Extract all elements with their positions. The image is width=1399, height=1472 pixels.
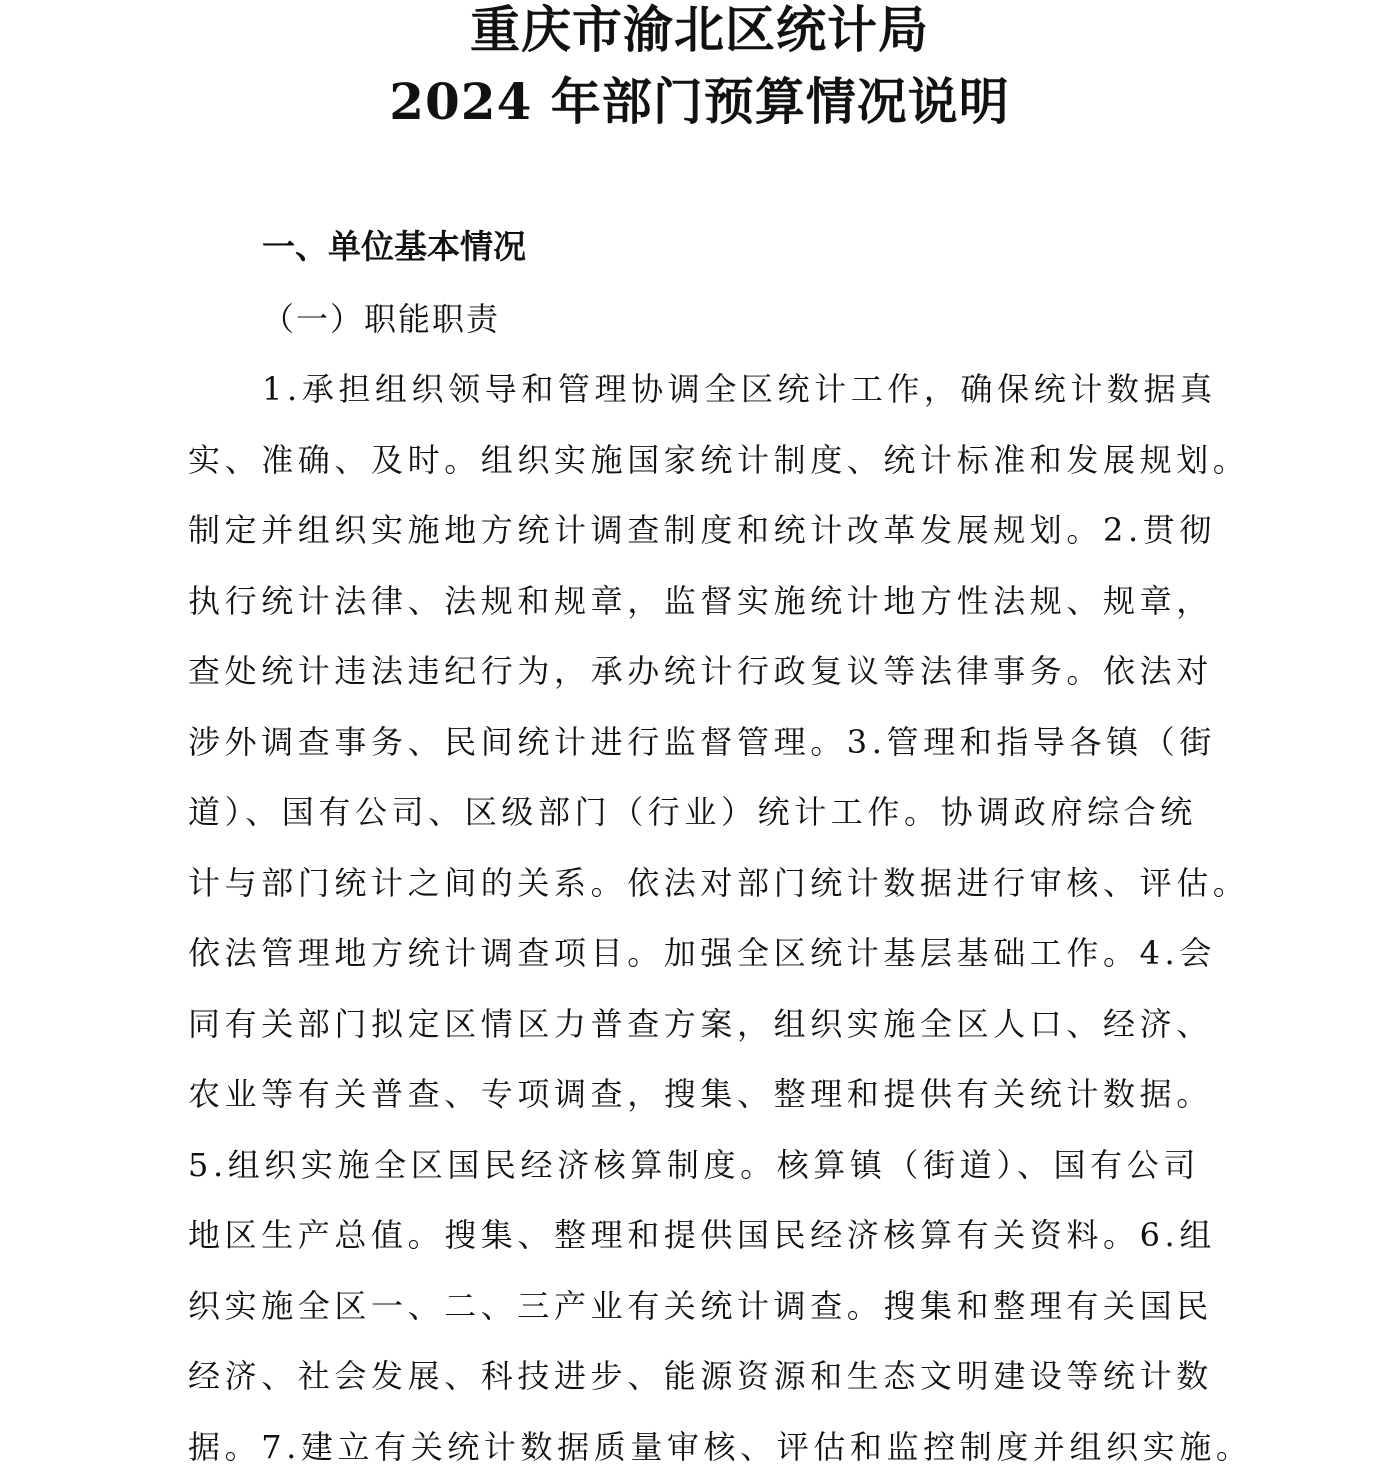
document-title-line1: 重庆市渝北区统计局 [470, 0, 929, 59]
paragraph-line: 计与部门统计之间的关系。依法对部门统计数据进行审核、评估。 [188, 864, 1250, 902]
paragraph-line: 据。7.建立有关统计数据质量审核、评估和监控制度并组织实施。 [188, 1428, 1253, 1466]
paragraph-line: 制定并组织实施地方统计调查制度和统计改革发展规划。2.贯彻 [188, 511, 1216, 549]
section-heading: 一、单位基本情况 [262, 227, 526, 266]
paragraph-line: 涉外调查事务、民间统计进行监督管理。3.管理和指导各镇（街 [188, 723, 1216, 761]
paragraph-line: 1.承担组织领导和管理协调全区统计工作，确保统计数据真 [262, 370, 1217, 408]
document-title-line2: 2024 年部门预算情况说明 [389, 72, 1010, 131]
paragraph-line: 经济、社会发展、科技进步、能源资源和生态文明建设等统计数 [188, 1357, 1213, 1395]
paragraph-line: 依法管理地方统计调查项目。加强全区统计基层基础工作。4.会 [188, 934, 1216, 972]
paragraph-line: 织实施全区一、二、三产业有关统计调查。搜集和整理有关国民 [188, 1287, 1213, 1325]
paragraph-line: 实、准确、及时。组织实施国家统计制度、统计标准和发展规划。 [188, 441, 1250, 479]
paragraph-line: 同有关部门拟定区情区力普查方案，组织实施全区人口、经济、 [188, 1005, 1213, 1043]
paragraph-line: 查处统计违法违纪行为，承办统计行政复议等法律事务。依法对 [188, 652, 1213, 690]
paragraph-line: 道）、国有公司、区级部门（行业）统计工作。协调政府综合统 [188, 793, 1197, 831]
paragraph-line: 5.组织实施全区国民经济核算制度。核算镇（街道）、国有公司 [188, 1146, 1200, 1184]
paragraph-line: 农业等有关普查、专项调查，搜集、整理和提供有关统计数据。 [188, 1075, 1213, 1113]
subsection-heading: （一）职能职责 [262, 300, 501, 338]
paragraph-line: 地区生产总值。搜集、整理和提供国民经济核算有关资料。6.组 [188, 1216, 1216, 1254]
paragraph-line: 执行统计法律、法规和规章，监督实施统计地方性法规、规章， [188, 582, 1213, 620]
